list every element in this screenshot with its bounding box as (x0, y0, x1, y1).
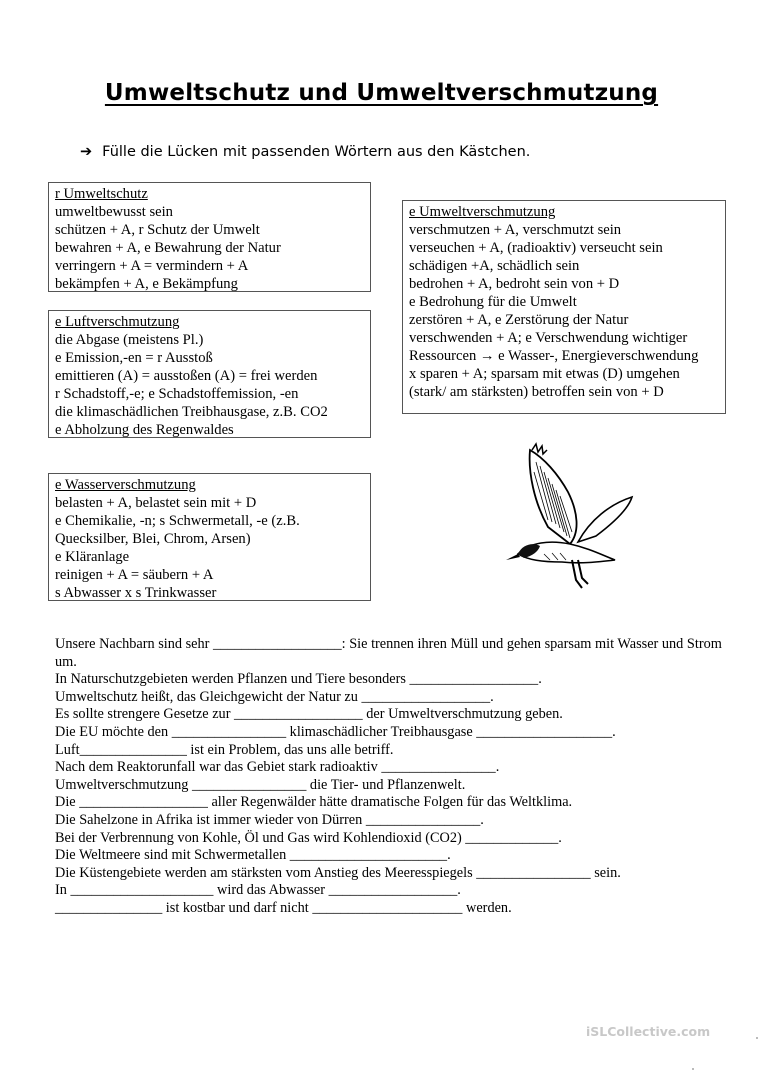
exercise-sentence: In Naturschutzgebieten werden Pflanzen und Tiere besonders __________________. (55, 671, 542, 688)
exercise-sentence: Die Sahelzone in Afrika ist immer wieder von Dürren ________________. (55, 811, 484, 828)
watermark: iSLCollective.com (586, 1024, 711, 1039)
box-heading: e Umweltverschmutzung (409, 204, 556, 220)
title-text: Umweltschutz und Umweltverschmutzung (104, 80, 659, 106)
box-line: e Kläranlage (55, 549, 130, 565)
box-line: schädigen +A, schädlich sein (409, 258, 580, 274)
box-line: Quecksilber, Blei, Chrom, Arsen) (55, 531, 251, 547)
box-line: verseuchen + A, (radioaktiv) verseucht sein (409, 240, 663, 256)
exercise-sentence: Bei der Verbrennung von Kohle, Öl und Gas wird Kohlendioxid (CO2) _____________. (55, 829, 562, 846)
box-line: verringern + A = vermindern + A (55, 258, 249, 274)
vocab-box-umweltverschmutzung (402, 200, 726, 414)
exercise-sentence: Umweltschutz heißt, das Gleichgewicht der Natur zu __________________. (55, 688, 494, 705)
box-line: (stark/ am stärksten) betroffen sein von + D (409, 384, 664, 400)
instruction-text: Fülle die Lücken mit passenden Wörtern aus den Kästchen. (102, 144, 531, 160)
seagull-illustration-icon (500, 432, 635, 592)
speck (692, 1068, 694, 1070)
box-heading: e Luftverschmutzung (55, 314, 180, 330)
vocab-box-luftverschmutzung (48, 310, 371, 438)
exercise-sentence: Nach dem Reaktorunfall war das Gebiet stark radioaktiv ________________. (55, 759, 500, 776)
arrow-right-icon: ➔ (80, 144, 93, 160)
box-line: schützen + A, r Schutz der Umwelt (55, 222, 260, 238)
fill-in-exercises (55, 636, 725, 918)
box-line: umweltbewusst sein (55, 204, 173, 220)
worksheet-title (0, 80, 763, 106)
exercise-sentence: Unsere Nachbarn sind sehr __________________: Sie trennen ihren Müll und gehen sparsam mit Wasser und Strom um. (55, 636, 722, 670)
box-line: bekämpfen + A, e Bekämpfung (55, 276, 238, 292)
vocab-box-umweltschutz (48, 182, 371, 292)
exercise-sentence: Die __________________ aller Regenwälder hätte dramatische Folgen für das Weltklima. (55, 794, 573, 811)
exercise-sentence: _______________ ist kostbar und darf nicht _____________________ werden. (55, 899, 512, 916)
box-line: e Chemikalie, -n; s Schwermetall, -e (z.B. (55, 513, 300, 529)
box-line: emittieren (A) = ausstoßen (A) = frei werden (55, 368, 318, 384)
box-line: e Abholzung des Regenwaldes (55, 422, 234, 438)
box-line: reinigen + A = säubern + A (55, 567, 214, 583)
box-line: e Emission,-en = r Ausstoß (55, 350, 213, 366)
instruction (80, 144, 530, 160)
box-line: Ressourcen → e Wasser-, Energieverschwendung (409, 348, 699, 364)
exercise-sentence: In ____________________ wird das Abwasser __________________. (55, 882, 461, 899)
box-line: die Abgase (meistens Pl.) (55, 332, 204, 348)
box-heading: r Umweltschutz (55, 186, 148, 202)
box-line: bedrohen + A, bedroht sein von + D (409, 276, 620, 292)
box-line: belasten + A, belastet sein mit + D (55, 495, 257, 511)
exercise-sentence: Luft_______________ ist ein Problem, das uns alle betriff. (55, 741, 394, 758)
box-heading: e Wasserverschmutzung (55, 477, 196, 493)
exercise-sentence: Umweltverschmutzung ________________ die Tier- und Pflanzenwelt. (55, 776, 466, 793)
box-line: zerstören + A, e Zerstörung der Natur (409, 312, 629, 328)
box-line: verschmutzen + A, verschmutzt sein (409, 222, 622, 238)
exercise-sentence: Die EU möchte den ________________ klimaschädlicher Treibhausgase ___________________. (55, 723, 616, 740)
vocab-box-wasserverschmutzung (48, 473, 371, 601)
exercise-sentence: Die Weltmeere sind mit Schwermetallen ______________________. (55, 847, 451, 864)
exercise-sentence: Die Küstengebiete werden am stärksten vom Anstieg des Meeresspiegels ________________ sein. (55, 864, 621, 881)
exercise-sentence: Es sollte strengere Gesetze zur __________________ der Umweltverschmutzung geben. (55, 706, 563, 723)
box-line: x sparen + A; sparsam mit etwas (D) umgehen (409, 366, 680, 382)
box-line: verschwenden + A; e Verschwendung wichtiger (409, 330, 688, 346)
box-line: r Schadstoff,-e; e Schadstoffemission, -en (55, 386, 299, 402)
box-line: bewahren + A, e Bewahrung der Natur (55, 240, 281, 256)
box-line: s Abwasser x s Trinkwasser (55, 585, 217, 601)
box-line: e Bedrohung für die Umwelt (409, 294, 577, 310)
speck (756, 1037, 758, 1039)
box-line: die klimaschädlichen Treibhausgase, z.B. CO2 (55, 404, 328, 420)
